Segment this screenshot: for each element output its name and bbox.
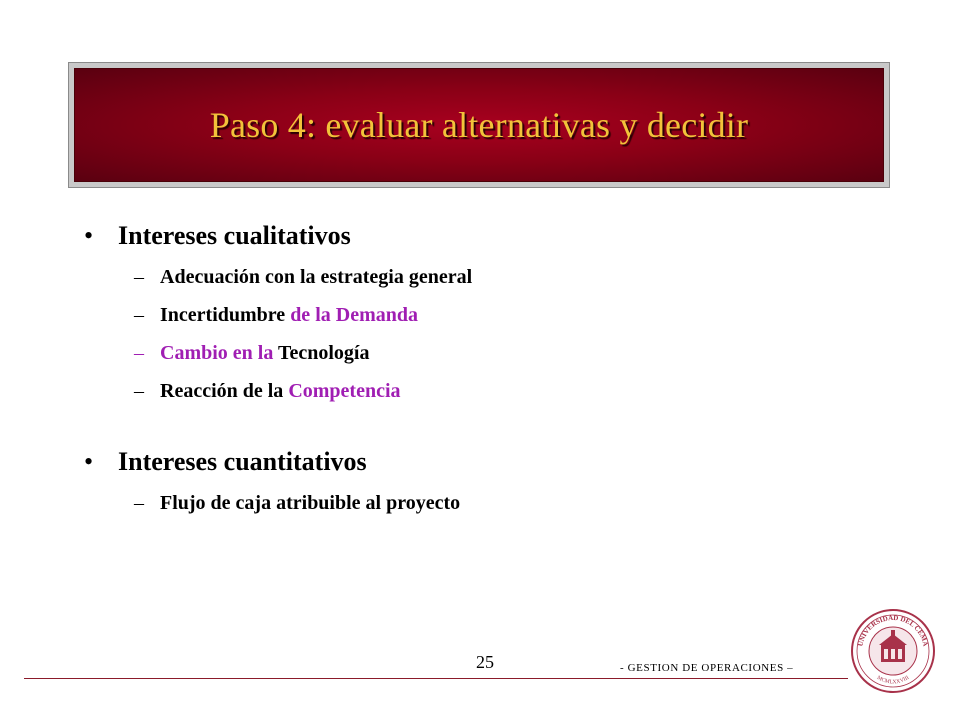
sub-item-highlight: de la Demanda	[290, 304, 418, 326]
sub-item-text: Flujo de caja atribuible al proyecto	[160, 492, 461, 514]
dash-marker: –	[134, 380, 144, 402]
bullet-list	[84, 216, 844, 522]
sub-item-cashflow	[84, 484, 844, 522]
title-box	[74, 68, 884, 182]
university-seal-logo	[850, 608, 936, 694]
slide-title: Paso 4: evaluar alternativas y decidir	[209, 105, 749, 145]
sub-item-technology	[84, 334, 844, 372]
section-spacer	[84, 410, 844, 442]
dash-marker: –	[134, 304, 144, 326]
seal-bottom-text: MCMLXXVIII	[875, 674, 911, 686]
footer-course-label: - GESTION DE OPERACIONES –	[620, 662, 794, 674]
sub-item-competition	[84, 372, 844, 410]
title-banner	[68, 62, 890, 188]
page-number: 25	[476, 652, 494, 672]
dash-marker: –	[134, 492, 144, 514]
bullet-heading-quantitative	[84, 442, 844, 482]
sub-item-strategy	[84, 258, 844, 296]
sub-item-text: Incertidumbre	[160, 304, 291, 326]
seal-top-text: UNIVERSIDAD DEL CEMA	[856, 613, 930, 648]
sub-item-highlight: Cambio en la	[160, 342, 278, 364]
dash-marker: –	[134, 266, 144, 288]
bullet-marker: •	[84, 447, 94, 476]
sub-item-text: Adecuación con la estrategia general	[160, 266, 473, 288]
heading-text: Intereses cualitativos	[118, 221, 351, 250]
bullet-heading-qualitative	[84, 216, 844, 256]
heading-text: Intereses cuantitativos	[118, 447, 367, 476]
sub-item-text: Reacción de la	[160, 380, 289, 402]
footer-divider	[24, 678, 848, 679]
dash-marker: –	[134, 342, 144, 364]
sub-item-highlight: Competencia	[288, 380, 401, 402]
sub-item-text: Tecnología	[277, 342, 370, 364]
bullet-marker: •	[84, 221, 94, 250]
sub-item-demand	[84, 296, 844, 334]
